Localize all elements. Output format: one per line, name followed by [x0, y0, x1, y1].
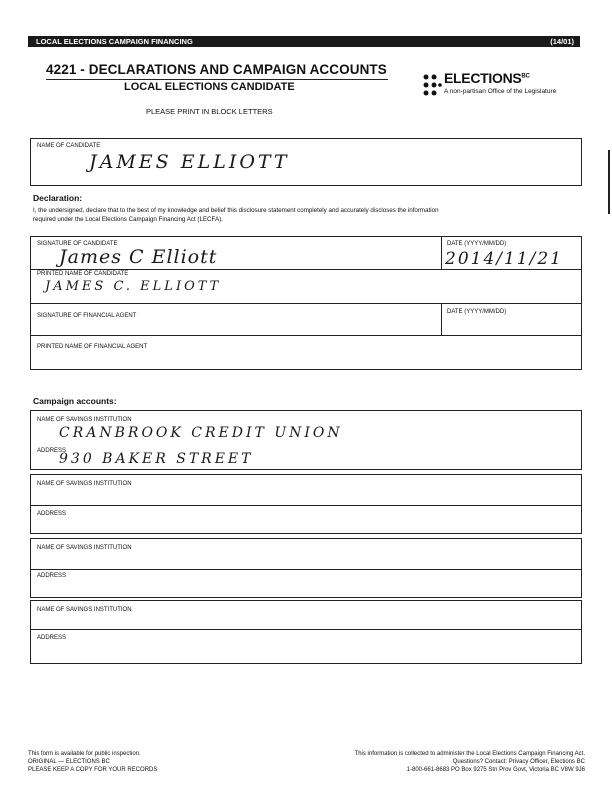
footer-contact: Questions? Contact: Privacy Officer, Elections BC: [452, 759, 585, 765]
candidate-name-value[interactable]: JAMES ELLIOTT: [89, 151, 290, 173]
agent-date-label: DATE (YYYY/MM/DD): [447, 309, 507, 315]
declaration-box: [30, 236, 582, 370]
address-value[interactable]: [81, 573, 481, 587]
account-entry-2: [30, 474, 582, 534]
footer-left: [28, 750, 278, 774]
account-entry-3: [30, 538, 582, 598]
logo-wordmark: $ELECTIONS^{BC}$: [444, 70, 530, 86]
account-entry-1: [30, 410, 582, 470]
form-subtitle: LOCAL ELECTIONS CANDIDATE: [124, 81, 295, 93]
address-label: ADDRESS: [37, 573, 67, 579]
candidate-name-label: NAME OF CANDIDATE: [37, 143, 101, 149]
declaration-text: [33, 206, 573, 224]
print-instruction: PLEASE PRINT IN BLOCK LETTERS: [146, 107, 273, 116]
institution-value[interactable]: [37, 491, 437, 505]
institution-label: NAME OF SAVINGS INSTITUTION: [37, 417, 132, 423]
footer-right: [300, 750, 585, 774]
declaration-heading: Declaration:: [33, 193, 83, 203]
printed-row-divider: [31, 303, 581, 304]
candidate-signature[interactable]: James C Elliott: [59, 246, 218, 268]
institution-label: NAME OF SAVINGS INSTITUTION: [37, 481, 132, 487]
institution-label: NAME OF SAVINGS INSTITUTION: [37, 545, 132, 551]
institution-value[interactable]: CRANBROOK CREDIT UNION: [59, 425, 343, 441]
entry-divider: [31, 629, 581, 630]
printed-candidate-label: PRINTED NAME OF CANDIDATE: [37, 271, 129, 277]
elections-bc-logo: [420, 70, 590, 100]
title-underline: [46, 79, 388, 80]
agent-signature-label: SIGNATURE OF FINANCIAL AGENT: [37, 313, 137, 319]
candidate-date-value[interactable]: 2014/11/21: [445, 249, 563, 269]
footer-address: 1-800-661-8683 PO Box 9275 Stn Prov Govt, Victoria BC V8W 9J6: [406, 767, 585, 773]
date-divider: [441, 237, 442, 269]
address-value[interactable]: [81, 511, 481, 525]
date2-divider: [441, 303, 442, 335]
institution-value[interactable]: [37, 555, 437, 569]
page-edge-mark: [608, 150, 610, 214]
declaration-text-line-1: I, the undersigned, declare that to the best of my knowledge and belief this disclosure statement completely and accurately discloses the information: [33, 207, 439, 214]
footer-collection-note: This information is collected to administer the Local Elections Campaign Financing Act.: [354, 751, 585, 757]
footer-copy-note: PLEASE KEEP A COPY FOR YOUR RECORDS: [28, 767, 158, 773]
address-value[interactable]: 930 BAKER STREET: [59, 451, 254, 467]
footer-public-note: This form is available for public inspection.: [28, 751, 141, 757]
address-label: ADDRESS: [37, 511, 67, 517]
declaration-text-line-2: required under the Local Elections Campaign Financing Act (LECFA).: [33, 216, 223, 223]
candidate-signature-label: SIGNATURE OF CANDIDATE: [37, 241, 118, 247]
address-label: ADDRESS: [37, 635, 67, 641]
header-bar-title: LOCAL ELECTIONS CAMPAIGN FINANCING: [36, 37, 193, 46]
printed-candidate-value[interactable]: JAMES C. ELLIOTT: [45, 279, 222, 294]
agent-row-divider: [31, 335, 581, 336]
entry-divider: [31, 505, 581, 506]
entry-divider: [31, 569, 581, 570]
elections-logo-icon: [420, 72, 442, 98]
candidate-date-label: DATE (YYYY/MM/DD): [447, 241, 507, 247]
account-entry-4: [30, 600, 582, 664]
form-title: 4221 - DECLARATIONS AND CAMPAIGN ACCOUNTS: [46, 62, 387, 77]
footer-original-note: ORIGINAL — ELECTIONS BC: [28, 759, 110, 765]
form-version: (14/01): [550, 37, 574, 46]
institution-label: NAME OF SAVINGS INSTITUTION: [37, 607, 132, 613]
address-label: ADDRESS: [37, 448, 67, 454]
candidate-name-box: [30, 138, 582, 186]
logo-tagline: A non-partisan Office of the Legislature: [444, 88, 557, 95]
accounts-heading: Campaign accounts:: [33, 396, 117, 406]
address-value[interactable]: [81, 635, 481, 649]
header-bar: [28, 36, 580, 47]
sig-row-divider: [31, 269, 581, 270]
printed-agent-label: PRINTED NAME OF FINANCIAL AGENT: [37, 344, 148, 350]
